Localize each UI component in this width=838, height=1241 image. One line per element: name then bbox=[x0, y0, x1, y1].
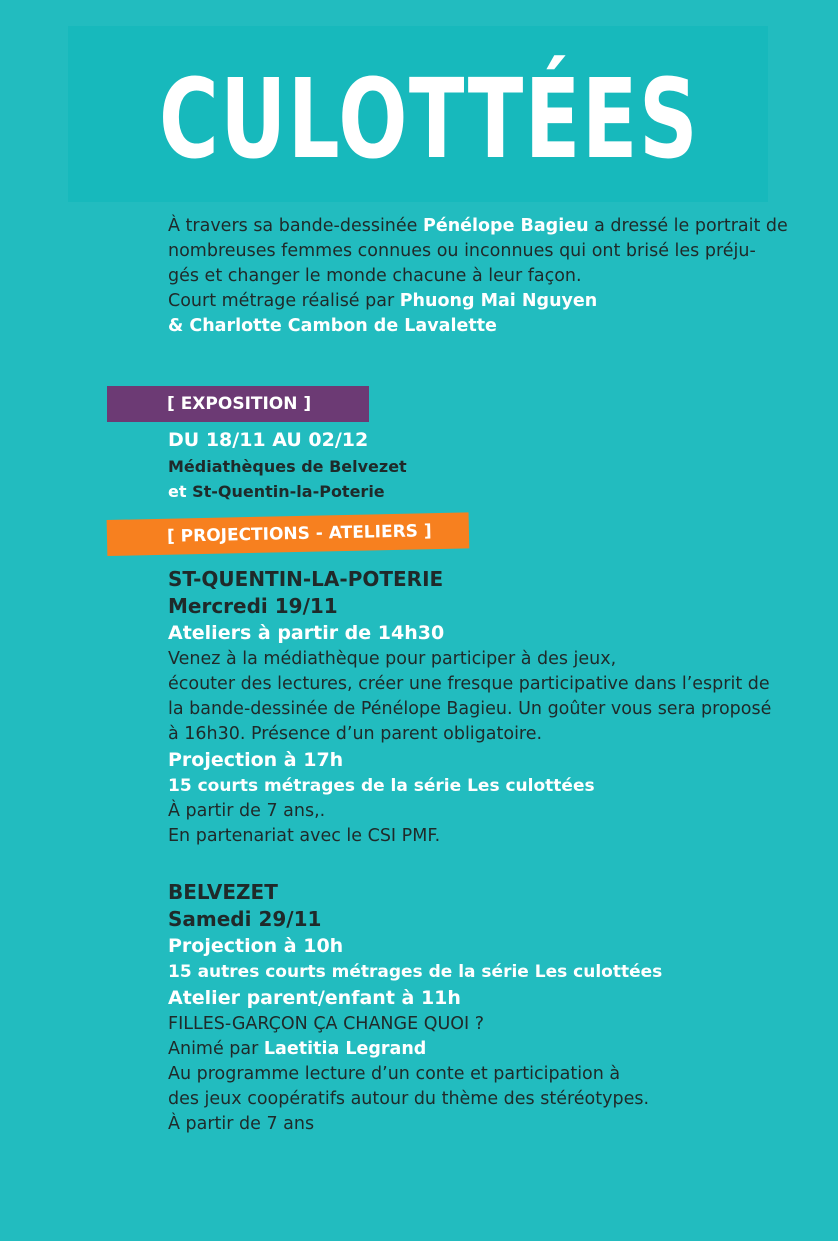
atelier-age: À partir de 7 ans bbox=[168, 1114, 315, 1134]
session-desc-3: la bande-dessinée de Pénélope Bagieu. Un goûter vous sera proposé bbox=[168, 699, 772, 719]
atelier-desc-1: Au programme lecture d’un conte et participation à bbox=[168, 1064, 621, 1084]
atelier-time: Atelier parent/enfant à 11h bbox=[168, 987, 461, 1009]
session-day: Mercredi 19/11 bbox=[168, 594, 338, 618]
session-belvezet bbox=[168, 879, 788, 1137]
exposition-place-2: et St-Quentin-la-Poterie bbox=[168, 482, 385, 501]
intro-line-2: nombreuses femmes connues ou inconnues qui ont brisé les préju- bbox=[168, 241, 756, 261]
session-age: À partir de 7 ans,. bbox=[168, 801, 326, 821]
ateliers-time: Ateliers à partir de 14h30 bbox=[168, 622, 445, 644]
exposition-dates: DU 18/11 AU 02/12 bbox=[168, 429, 369, 451]
intro-text bbox=[168, 214, 788, 339]
exposition-place-1: Médiathèques de Belvezet bbox=[168, 457, 407, 476]
session-city: BELVEZET bbox=[168, 880, 278, 904]
author-name: Pénélope Bagieu bbox=[423, 216, 589, 236]
session-partner: En partenariat avec le CSI PMF. bbox=[168, 826, 441, 846]
projections-tag: [ PROJECTIONS - ATELIERS ] bbox=[107, 512, 470, 556]
intro-line-4: Court métrage réalisé par Phuong Mai Nguyen bbox=[168, 291, 598, 311]
intro-line-1: À travers sa bande-dessinée Pénélope Bagieu a dressé le portrait de bbox=[168, 216, 788, 236]
session-st-quentin bbox=[168, 566, 788, 849]
exposition-tag: [ EXPOSITION ] bbox=[107, 386, 369, 422]
projection-desc: 15 courts métrages de la série Les culottées bbox=[168, 776, 595, 796]
director-name: Phuong Mai Nguyen bbox=[399, 291, 598, 311]
session-day: Samedi 29/11 bbox=[168, 907, 322, 931]
exposition-section bbox=[168, 427, 788, 504]
session-desc-1: Venez à la médiathèque pour participer à des jeux, bbox=[168, 649, 617, 669]
session-desc-4: à 16h30. Présence d’un parent obligatoire. bbox=[168, 724, 543, 744]
intro-line-5: & Charlotte Cambon de Lavalette bbox=[168, 316, 497, 336]
title-banner bbox=[68, 26, 768, 202]
atelier-desc-2: des jeux coopératifs autour du thème des stéréotypes. bbox=[168, 1089, 650, 1109]
host-name: Laetitia Legrand bbox=[263, 1039, 427, 1059]
atelier-theme: FILLES-GARÇON ÇA CHANGE QUOI ? bbox=[168, 1014, 485, 1034]
atelier-host: Animé par Laetitia Legrand bbox=[168, 1039, 427, 1059]
intro-line-3: gés et changer le monde chacune à leur façon. bbox=[168, 266, 582, 286]
projection-desc: 15 autres courts métrages de la série Les culottées bbox=[168, 962, 663, 982]
page-title: CULOTTÉES bbox=[159, 55, 700, 183]
projection-time: Projection à 10h bbox=[168, 935, 344, 957]
session-desc-2: écouter des lectures, créer une fresque participative dans l’esprit de bbox=[168, 674, 770, 694]
projection-time: Projection à 17h bbox=[168, 749, 344, 771]
session-city: ST-QUENTIN-LA-POTERIE bbox=[168, 567, 444, 591]
